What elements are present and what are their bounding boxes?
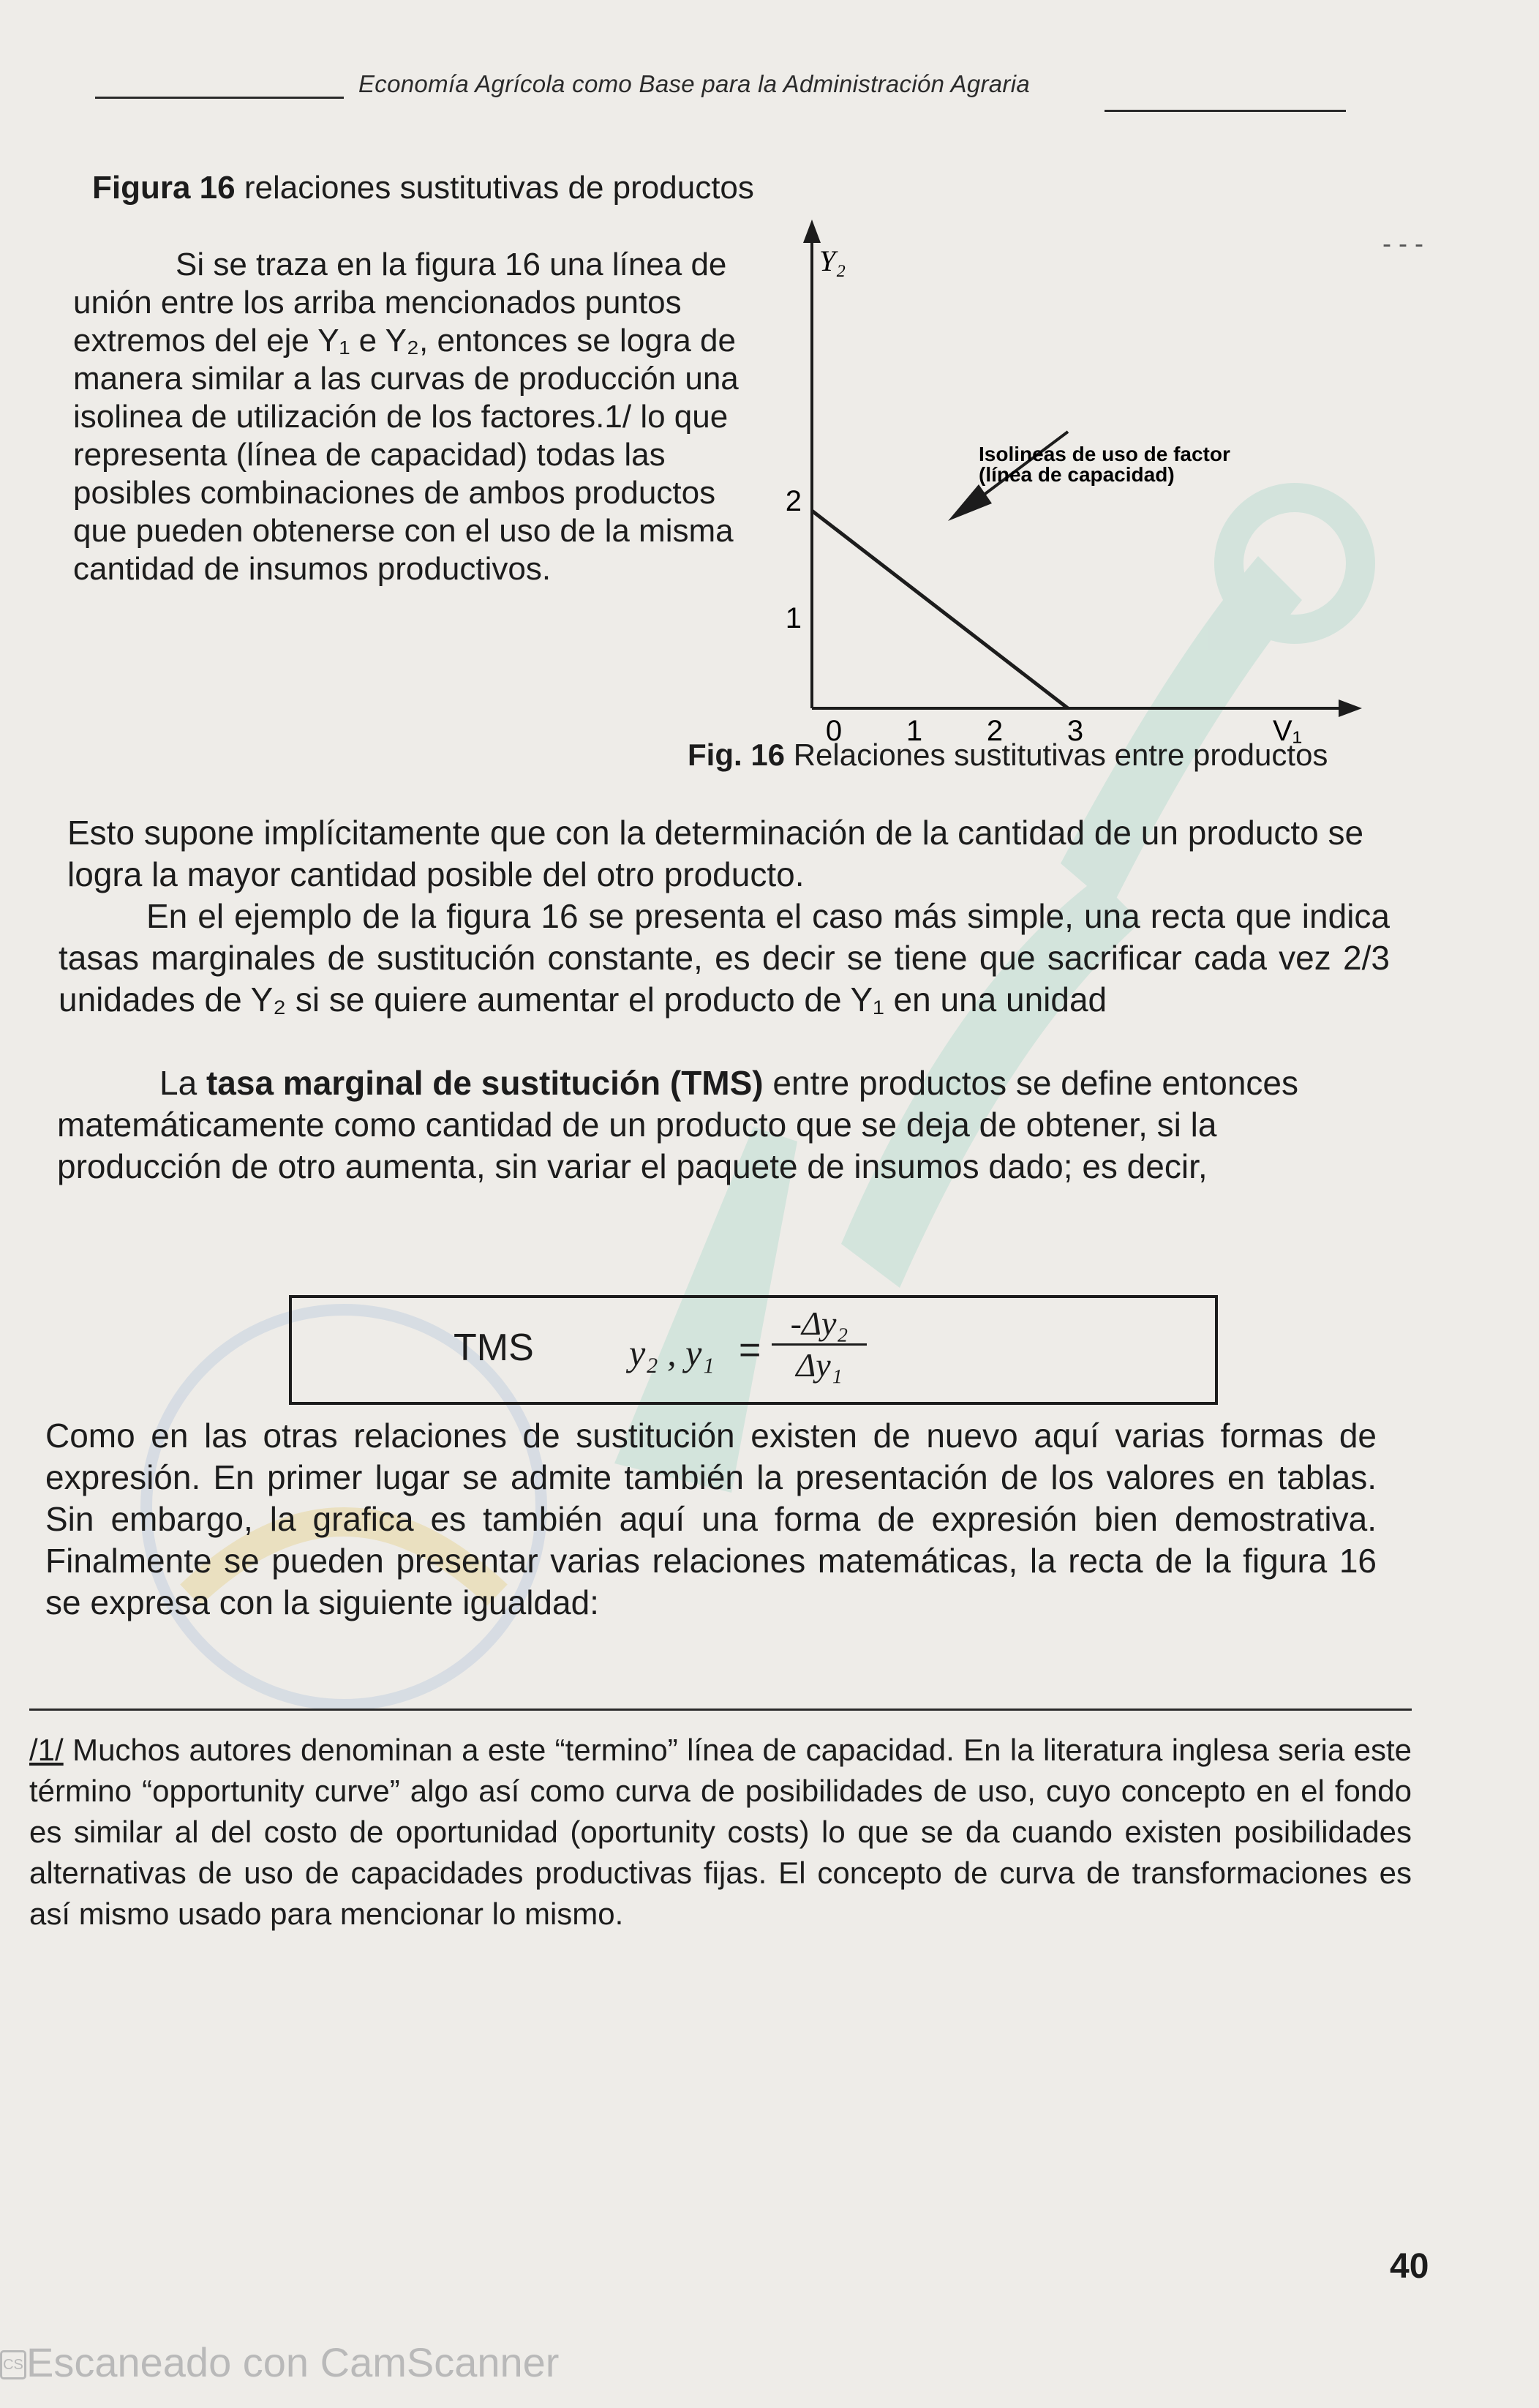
tms-definition-term: tasa marginal de sustitución (TMS) bbox=[206, 1064, 764, 1102]
paragraph-3-lead: La bbox=[159, 1064, 206, 1102]
figure-caption bbox=[688, 738, 1328, 773]
paragraph-2: En el ejemplo de la figura 16 se presenta el caso más simple, una recta que indica tasas marginales de sustitución constante, es decir se tiene que sacrificar cada vez 2/3 unidades de Y₂ si se quiere aumentar el producto de Y₁ en una unidad bbox=[59, 897, 1390, 1019]
camscanner-mark: Escaneado con CamScanner bbox=[26, 2339, 560, 2385]
intro-paragraph: Si se traza en la figura 16 una línea de unión entre los arriba mencionados puntos extremos del eje Y₁ e Y₂, entonces se logra de manera similar a las curvas de producción una isolinea de utilización de los factores.1/ lo que representa (línea de capacidad) todas las posibles combinaciones de ambos productos que pueden obtenerse con el uso de la misma cantidad de insumos productivos. bbox=[73, 247, 739, 587]
tms-formula-vars: y₂ , y₁ bbox=[629, 1332, 715, 1373]
paragraph-3 bbox=[57, 1062, 1374, 1188]
camscanner-icon: CS bbox=[0, 2350, 26, 2379]
header-rule-left bbox=[95, 97, 344, 99]
running-header: Economía Agrícola como Base para la Administración Agraria bbox=[358, 70, 1030, 97]
footnote bbox=[29, 1730, 1412, 1935]
tms-formula-label: TMS bbox=[454, 1327, 534, 1369]
tms-numerator: -Δy₂ bbox=[772, 1304, 867, 1346]
figure-heading-bold: Figura 16 bbox=[92, 170, 236, 206]
y-axis-arrow bbox=[803, 220, 821, 243]
footnote-marker: /1/ bbox=[29, 1733, 64, 1767]
annotation-line-1: Isolineas de uso de factor bbox=[979, 443, 1230, 465]
footnote-text: Muchos autores denominan a este “termino” línea de capacidad. En la literatura inglesa seria este término “opportunity curve” algo así como curva de posibilidades de uso, cuyo concepto en el fondo es similar al del costo de oportunidad (oportunity costs) lo que se da cuando existen posibilidades alternativas de uso de capacidades productivas fijas. El concepto de curva de transformaciones es así mismo usado para mencionar lo mismo. bbox=[29, 1733, 1412, 1931]
figure-heading-rest: relaciones sustitutivas de productos bbox=[235, 170, 754, 206]
tms-formula-fraction bbox=[772, 1304, 867, 1385]
y-tick-1: 1 bbox=[785, 602, 802, 634]
figure-heading bbox=[92, 170, 754, 206]
footnote-rule bbox=[29, 1709, 1412, 1711]
x-tick-2: 2 bbox=[986, 715, 1004, 747]
paragraph-4: Como en las otras relaciones de sustitución existen de nuevo aquí varias formas de expresión. En primer lugar se admite también la presentación de los valores en tablas. Sin embargo, la grafica es también aquí una forma de expresión bien demostrativa. Finalmente se pueden presentar varias relaciones matemáticas, la recta de la figura 16 se expresa con la siguiente igualdad: bbox=[45, 1417, 1377, 1621]
page-number: 40 bbox=[1390, 2247, 1429, 2286]
x-tick-1: 1 bbox=[906, 715, 923, 747]
figure-caption-bold: Fig. 16 bbox=[688, 738, 786, 772]
isoline-chart bbox=[731, 212, 1375, 783]
scan-mark: - - - bbox=[1382, 228, 1423, 258]
paragraph-1: Esto supone implícitamente que con la determinación de la cantidad de un producto se logra la mayor cantidad posible del otro producto. bbox=[67, 814, 1364, 893]
tms-denominator: Δy₁ bbox=[796, 1346, 843, 1384]
capacity-line bbox=[812, 511, 1068, 708]
figure-caption-rest: Relaciones sustitutivas entre productos bbox=[785, 738, 1328, 772]
y-tick-2: 2 bbox=[785, 485, 802, 517]
paragraph-3-rest: entre productos se define entonces matemáticamente como cantidad de un producto que se deja de obtener, si la producción de otro aumenta, sin variar el paquete de insumos dado; es decir, bbox=[57, 1064, 1299, 1185]
x-tick-3: 3 bbox=[1066, 715, 1084, 747]
x-axis-arrow bbox=[1339, 699, 1362, 717]
header-rule-right bbox=[1105, 110, 1346, 112]
tms-formula-equals: = bbox=[739, 1329, 761, 1371]
x-tick-0: 0 bbox=[825, 715, 843, 747]
x-axis-label: V₁ bbox=[1273, 715, 1303, 747]
annotation-arrowhead bbox=[948, 484, 992, 521]
annotation-line-2: (línea de capacidad) bbox=[979, 463, 1175, 486]
y-axis-label: Y₂ bbox=[819, 244, 846, 277]
